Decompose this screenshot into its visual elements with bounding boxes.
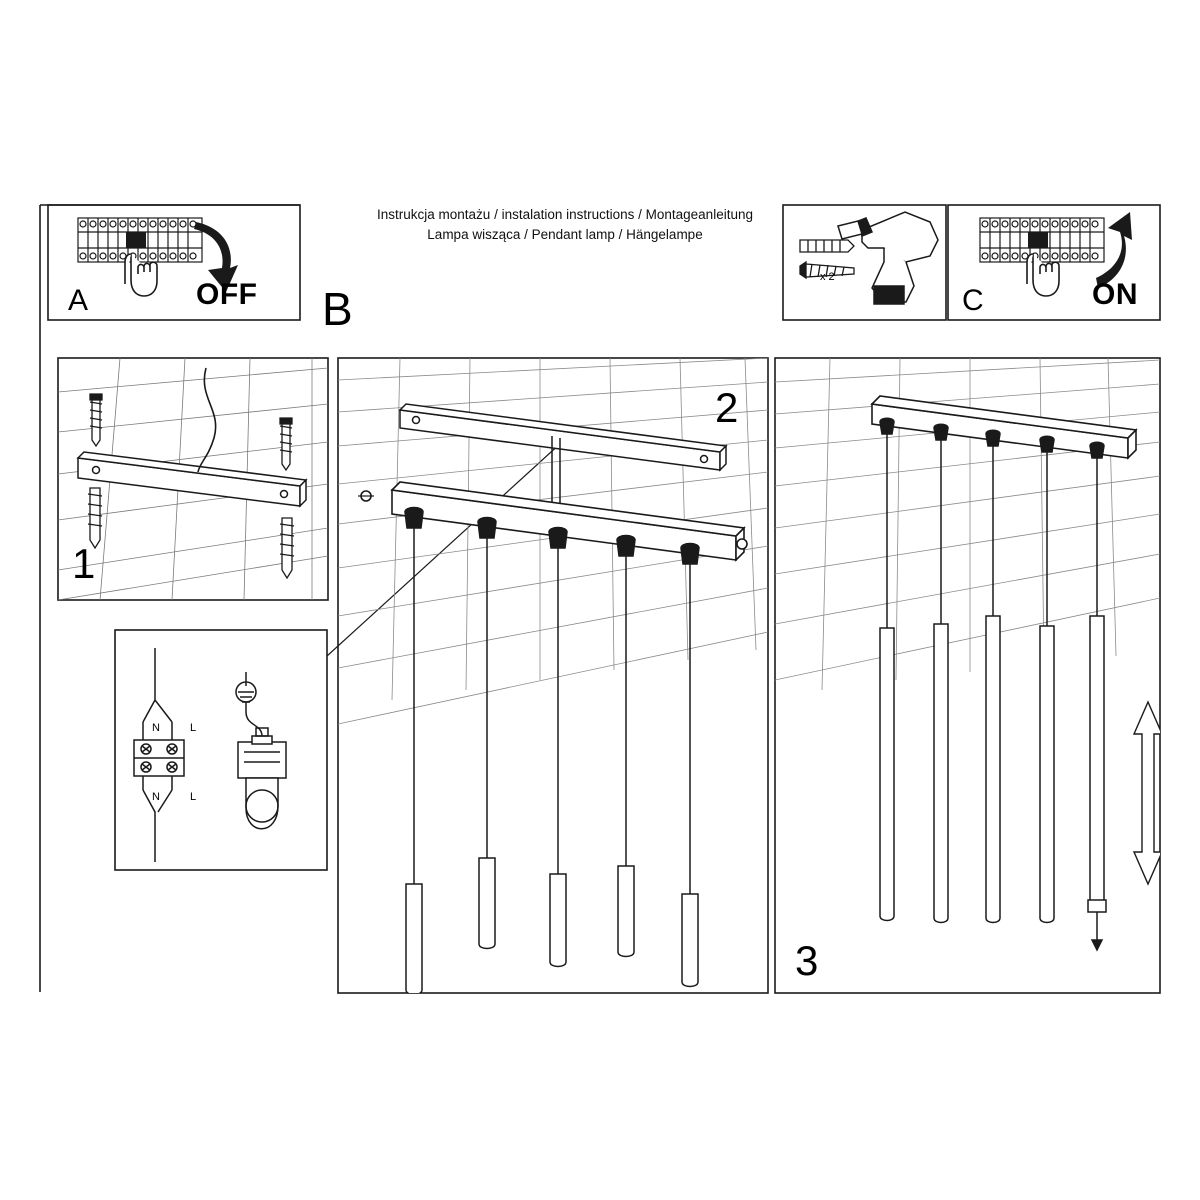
tools-quantity-label: x 2 <box>820 271 835 283</box>
step-c-action-label: ON <box>1092 278 1138 311</box>
step-b-letter: B <box>322 283 353 335</box>
step-1-illustration <box>58 358 328 600</box>
step-2-number: 2 <box>715 384 739 431</box>
terminal-block-icon-c <box>980 218 1104 262</box>
sheet-border <box>40 205 300 992</box>
step-3-illustration <box>775 358 1162 950</box>
screw-icon-1b <box>280 418 292 470</box>
wall-plug-icon-1a <box>88 488 102 548</box>
step-2-illustration <box>338 358 768 995</box>
pendant-tube-icon-2-4 <box>617 536 635 957</box>
height-adjust-arrow-icon <box>1134 702 1162 884</box>
step-a-action-label: OFF <box>196 278 258 311</box>
step-1-number: 1 <box>72 540 96 587</box>
pendant-tube-icon-2-5 <box>681 544 699 987</box>
wiring-detail-illustration <box>134 648 286 862</box>
mounting-bracket-icon-1 <box>78 452 306 506</box>
leader-line <box>327 442 562 656</box>
pendant-tube-icon-2-1 <box>405 508 423 995</box>
document-title-line-2: Lampa wisząca / Pendant lamp / Hängelampe <box>427 226 703 242</box>
pendant-tube-icon-2-2 <box>478 518 496 949</box>
step-a-letter: A <box>68 284 89 317</box>
wiring-terminal-label-n-bottom: N <box>152 791 160 803</box>
step-3-number: 3 <box>795 937 819 984</box>
wiring-terminal-label-l-bottom: L <box>190 791 197 803</box>
screw-icon-1a <box>90 394 102 446</box>
pendant-tube-icon-2-3 <box>549 528 567 967</box>
pendant-tube-icon-3-3 <box>986 430 1000 922</box>
pendant-tube-icon-3-5 <box>1088 442 1106 950</box>
document-title-line-1: Instrukcja montażu / instalation instructions / Montageanleitung <box>377 207 753 222</box>
step-c-letter: C <box>962 284 984 317</box>
terminal-block-icon-a <box>78 218 202 262</box>
wall-plug-icon <box>800 240 854 252</box>
pendant-tube-icon-3-2 <box>934 424 948 922</box>
document-title <box>330 205 800 244</box>
wiring-terminal-label-n-top: N <box>152 722 160 734</box>
power-drill-icon <box>838 212 938 304</box>
pendant-tube-icon-3-1 <box>880 418 894 920</box>
wall-plug-icon-1b <box>280 518 294 578</box>
wiring-terminal-label-l-top: L <box>190 722 197 734</box>
